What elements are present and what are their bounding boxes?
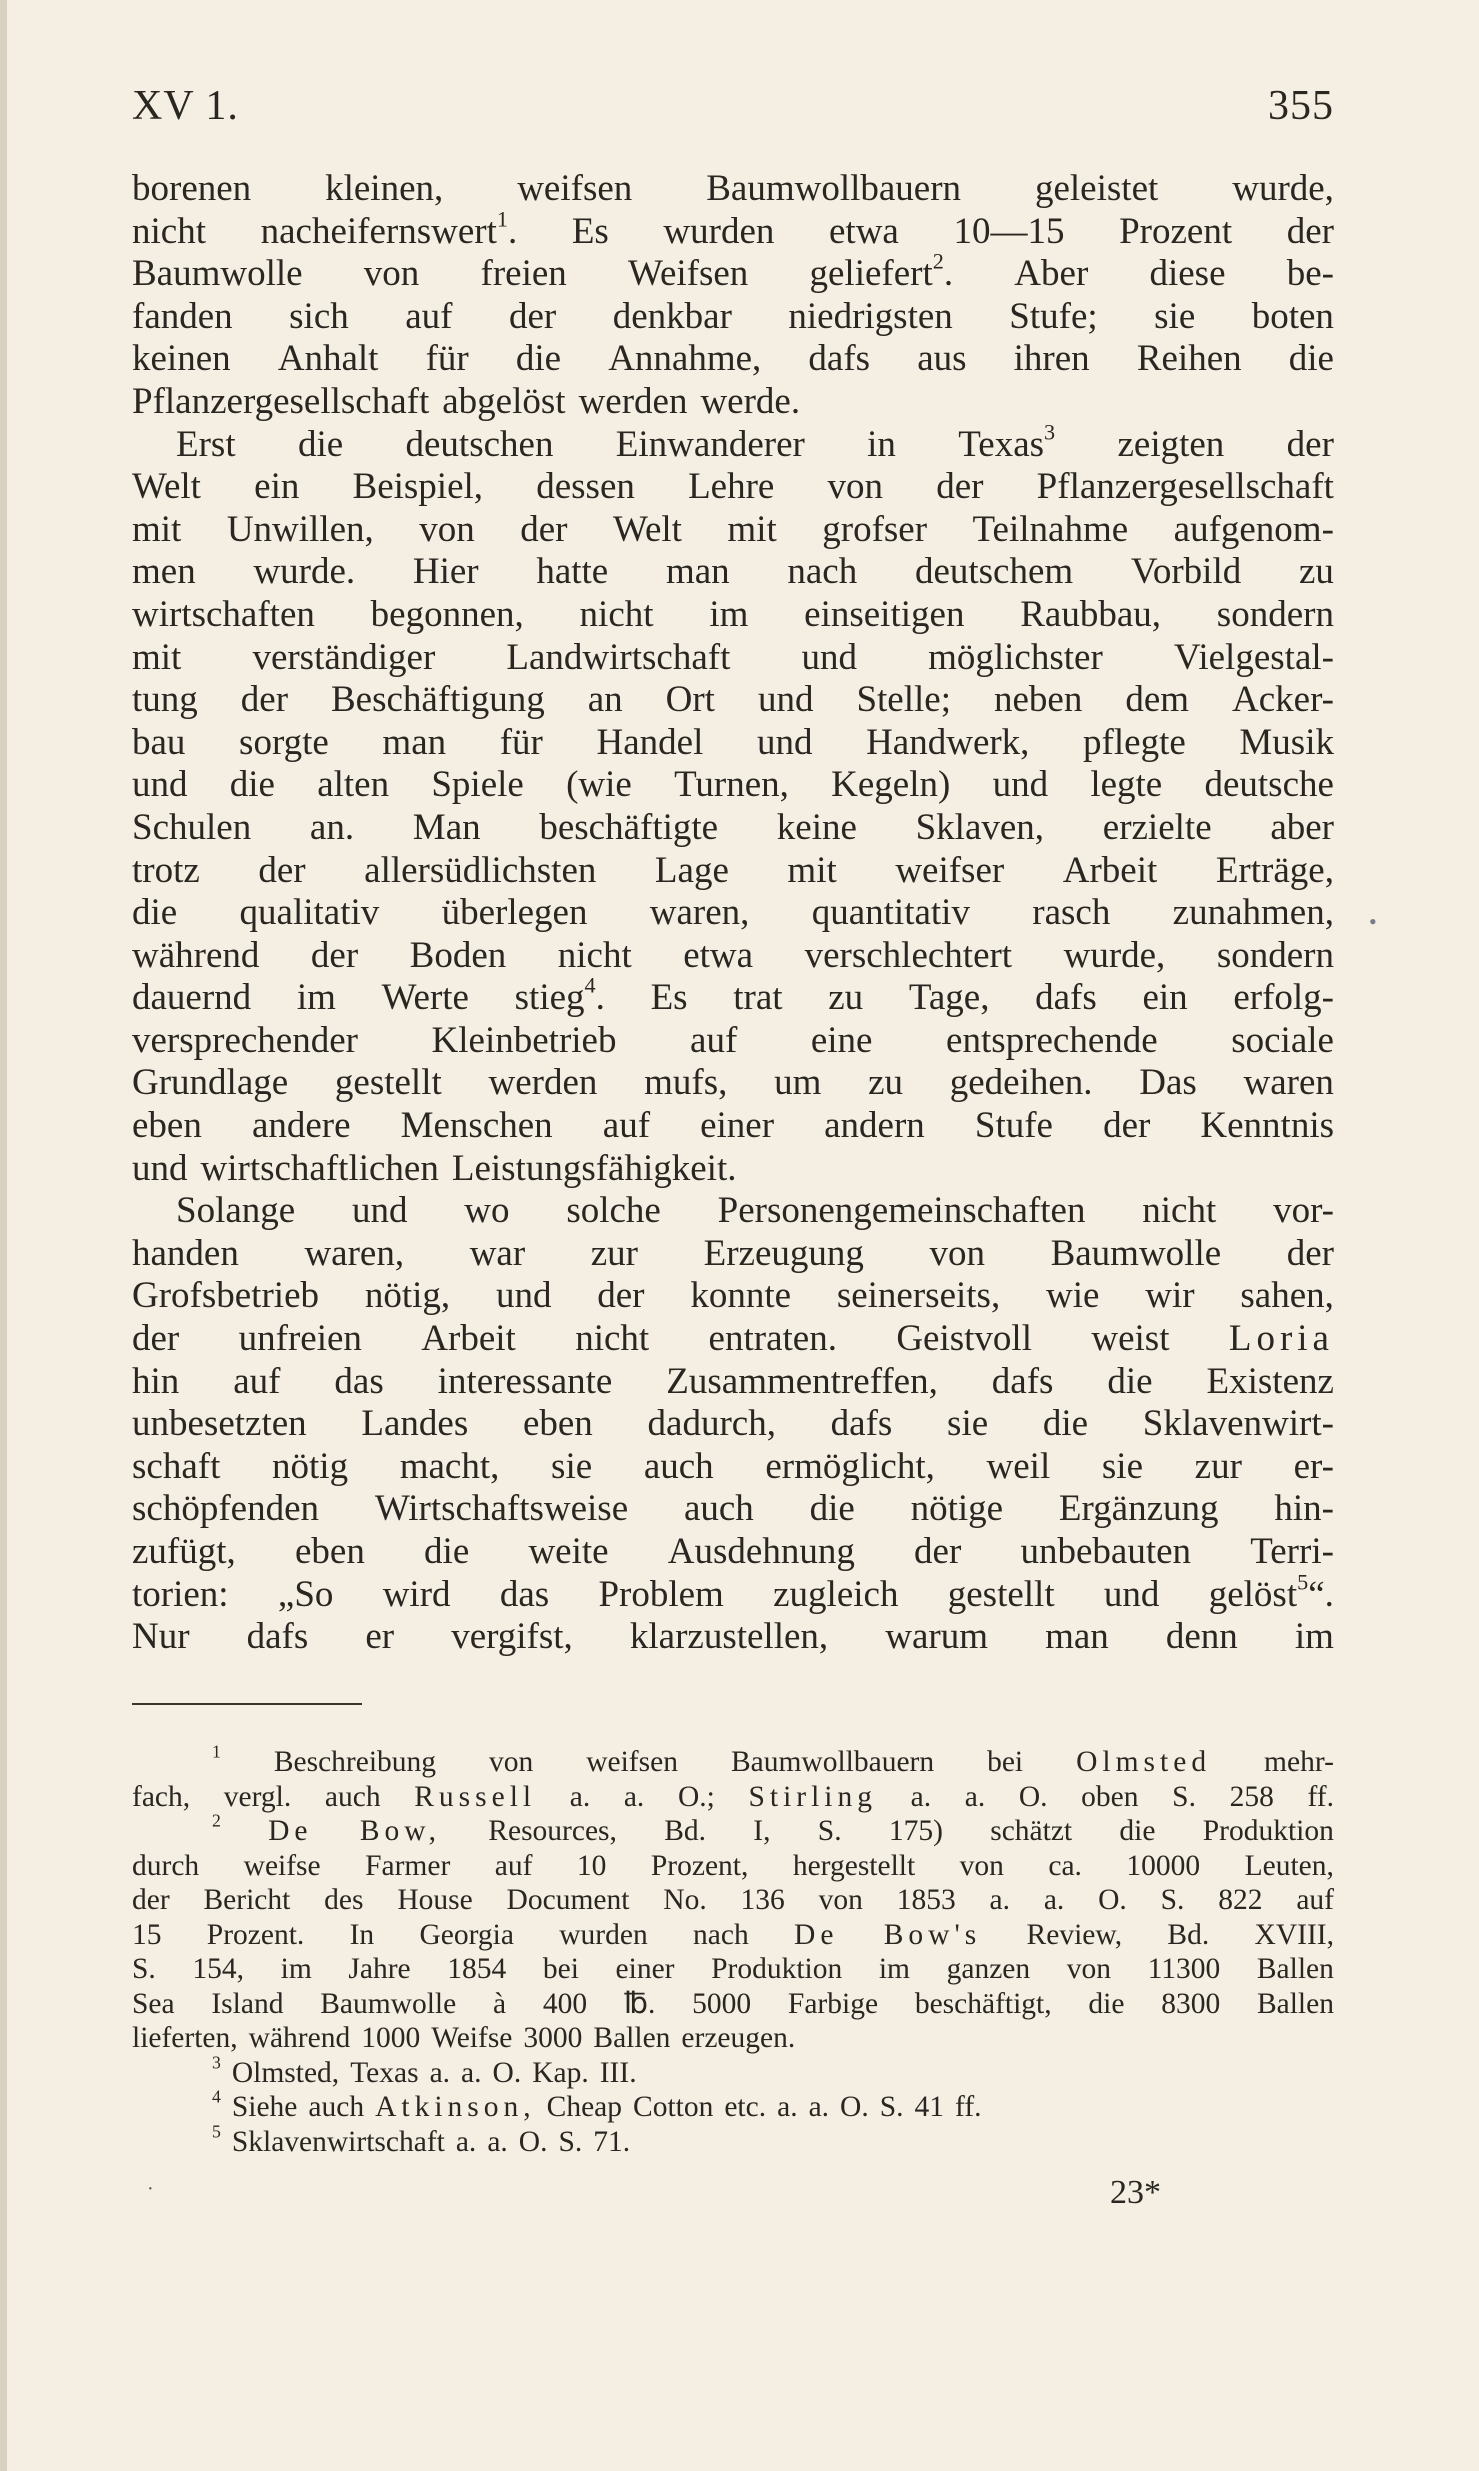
text-line: Welt ein Beispiel, dessen Lehre von der Pflanzergesellschaft (132, 466, 1334, 508)
chapter-marker: XV 1. (132, 83, 239, 129)
text-line: während der Boden nicht etwa verschlechtert wurde, sondern (132, 934, 1334, 976)
footnote-line: $^3$ Olmsted, Texas a. a. O. Kap. III. (212, 2052, 637, 2089)
text-line: unbesetzten Landes eben dadurch, dafs sie die Sklavenwirt- (132, 1403, 1334, 1445)
text-line: Grofsbetrieb nötig, und der konnte seinerseits, wie wir sahen, (132, 1275, 1334, 1317)
footnotes (132, 1741, 1334, 2159)
text-line: mit verständiger Landwirtschaft und möglichster Vielgestal- (132, 636, 1334, 678)
text-line: trotz der allersüdlichsten Lage mit weifser Arbeit Erträge, (132, 849, 1334, 891)
footnote-line: durch weifse Farmer auf 10 Prozent, hergestellt von ca. 10000 Leuten, (132, 1849, 1334, 1882)
footnote-line: $^2$ De Bow, Resources, Bd. I, S. 175) schätzt die Produktion (212, 1810, 1334, 1847)
text-line: fanden sich auf der denkbar niedrigsten Stufe; sie boten (132, 295, 1334, 337)
footnote-line: 15 Prozent. In Georgia wurden nach De Bow's Review, Bd. XVIII, (132, 1918, 1334, 1951)
running-header (132, 76, 1334, 136)
footnote-line: der Bericht des House Document No. 136 von 1853 a. a. O. S. 822 auf (132, 1884, 1334, 1916)
footnote-line: $^1$ Beschreibung von weifsen Baumwollbauern bei Olmsted mehr- (212, 1741, 1334, 1778)
text-line: versprechender Kleinbetrieb auf eine entsprechende sociale (132, 1019, 1334, 1061)
footnote-line: lieferten, während 1000 Weifse 3000 Ballen erzeugen. (132, 2022, 796, 2054)
signature-mark: 23* (1110, 2174, 1161, 2211)
text-line: Erst die deutschen Einwanderer in Texas$^3$ zeigten der (176, 418, 1334, 465)
page-edge (0, 0, 7, 2471)
text-line: torien: „So wird das Problem zugleich gestellt und gelöst$^5$“. (132, 1568, 1334, 1615)
footnote-separator (132, 1703, 362, 1705)
text-line: Grundlage gestellt werden mufs, um zu gedeihen. Das waren (132, 1062, 1334, 1104)
footnote-line: S. 154, im Jahre 1854 bei einer Produktion im ganzen von 11300 Ballen (132, 1953, 1334, 1985)
footnote-line: $^4$ Siehe auch Atkinson, Cheap Cotton etc. a. a. O. S. 41 ff. (212, 2086, 982, 2123)
text-line: keinen Anhalt für die Annahme, dafs aus ihren Reihen die (132, 338, 1334, 380)
footer-dot: · (147, 2178, 154, 2200)
footnote-line: fach, vergl. auch Russell a. a. O.; Stirling a. a. O. oben S. 258 ff. (132, 1780, 1334, 1813)
text-line: handen waren, war zur Erzeugung von Baumwolle der (132, 1232, 1334, 1274)
text-line: eben andere Menschen auf einer andern Stufe der Kenntnis (132, 1105, 1334, 1147)
footnote-line: $^5$ Sklavenwirtschaft a. a. O. S. 71. (212, 2121, 631, 2158)
text-line: zufügt, eben die weite Ausdehnung der unbebauten Terri- (132, 1531, 1334, 1572)
text-line: und die alten Spiele (wie Turnen, Kegeln) und legte deutsche (132, 764, 1334, 806)
text-line: mit Unwillen, von der Welt mit grofser Teilnahme aufgenom- (132, 508, 1334, 550)
text-line: Schulen an. Man beschäftigte keine Sklaven, erzielte aber (132, 806, 1334, 848)
text-line: nicht nacheifernswert$^1$. Es wurden etwa 10—15 Prozent der (132, 205, 1334, 252)
text-line: schaft nötig macht, sie auch ermöglicht, weil sie zur er- (132, 1445, 1334, 1487)
text-line: Solange und wo solche Personengemeinschaften nicht vor- (176, 1190, 1334, 1232)
text-line: hin auf das interessante Zusammentreffen, dafs die Existenz (132, 1360, 1334, 1402)
text-line: dauernd im Werte stieg$^4$. Es trat zu Tage, dafs ein erfolg- (132, 972, 1334, 1019)
text-line: und wirtschaftlichen Leistungsfähigkeit. (132, 1147, 737, 1189)
margin-mark: • (1369, 909, 1377, 934)
text-line: Pflanzergesellschaft abgelöst werden werde. (132, 380, 801, 422)
text-line: schöpfenden Wirtschaftsweise auch die nötige Ergänzung hin- (132, 1488, 1334, 1530)
main-text (132, 168, 1334, 1659)
text-line: die qualitativ überlegen waren, quantitativ rasch zunahmen, (132, 892, 1334, 934)
text-line: borenen kleinen, weifsen Baumwollbauern geleistet wurde, (132, 168, 1334, 209)
text-line: Baumwolle von freien Weifsen geliefert$^2$. Aber diese be- (132, 248, 1334, 295)
text-line: Nur dafs er vergifst, klarzustellen, warum man denn im (132, 1616, 1334, 1658)
text-line: bau sorgte man für Handel und Handwerk, pflegte Musik (132, 721, 1334, 763)
text-line: der unfreien Arbeit nicht entraten. Geistvoll weist Loria (132, 1318, 1334, 1360)
footnote-line: Sea Island Baumwolle à 400 ℔. 5000 Farbige beschäftigt, die 8300 Ballen (132, 1987, 1334, 2020)
page-number: 355 (1268, 83, 1334, 129)
text-line: men wurde. Hier hatte man nach deutschem Vorbild zu (132, 551, 1334, 593)
text-line: tung der Beschäftigung an Ort und Stelle; neben dem Acker- (132, 679, 1334, 721)
text-line: wirtschaften begonnen, nicht im einseitigen Raubbau, sondern (132, 593, 1334, 635)
